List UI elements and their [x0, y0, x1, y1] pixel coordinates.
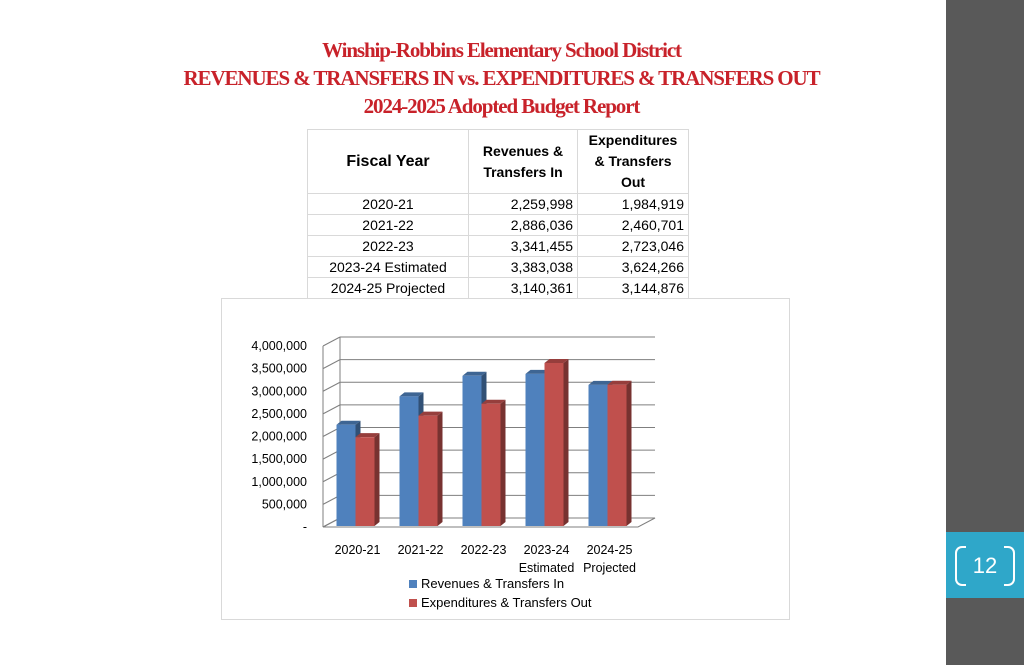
bar [337, 425, 356, 526]
bar [608, 385, 627, 526]
gridline-depth [323, 405, 340, 414]
y-tick-label: - [302, 520, 307, 534]
bar [482, 404, 501, 526]
cell-expenditures: 3,624,266 [578, 257, 689, 278]
gridline-depth [323, 337, 340, 346]
cell-expenditures: 3,144,876 [578, 278, 689, 299]
cell-expenditures: 2,460,701 [578, 215, 689, 236]
bar-side [627, 381, 632, 526]
bar-side [501, 400, 506, 526]
bar [589, 385, 608, 526]
bar-side [564, 359, 569, 526]
y-tick-label: 1,000,000 [251, 474, 307, 489]
gridline-depth [323, 360, 340, 369]
cell-revenues: 3,140,361 [469, 278, 578, 299]
x-tick-label: 2022-23 [460, 543, 507, 557]
bar [419, 416, 438, 526]
x-tick-label: 2023-24 [523, 543, 570, 557]
cell-year: 2021-22 [308, 215, 469, 236]
cell-expenditures: 1,984,919 [578, 194, 689, 215]
x-tick-label: 2021-22 [397, 543, 444, 557]
y-tick-label: 2,500,000 [251, 406, 307, 421]
bar [526, 374, 545, 526]
cell-year: 2020-21 [308, 194, 469, 215]
bar-side [375, 433, 380, 526]
y-tick-label: 2,000,000 [251, 429, 307, 444]
cell-year: 2022-23 [308, 236, 469, 257]
legend-label: Revenues & Transfers In [421, 576, 565, 591]
y-tick-label: 500,000 [261, 497, 307, 512]
cell-expenditures: 2,723,046 [578, 236, 689, 257]
report-subtitle: REVENUES & TRANSFERS IN vs. EXPENDITURES & TRANSFERS OUT [183, 66, 820, 90]
legend-swatch [409, 580, 417, 588]
legend-label: Expenditures & Transfers Out [421, 595, 592, 610]
x-tick-label: 2024-25 [586, 543, 633, 557]
cell-revenues: 2,259,998 [469, 194, 578, 215]
cell-revenues: 3,383,038 [469, 257, 578, 278]
report-year-title: 2024-2025 Adopted Budget Report [363, 94, 640, 118]
gridline-depth [323, 382, 340, 391]
cell-year: 2023-24 Estimated [308, 257, 469, 278]
header-expenditures-line1: Expenditures [588, 132, 678, 148]
cell-revenues: 2,886,036 [469, 215, 578, 236]
y-tick-label: 3,000,000 [251, 384, 307, 399]
y-tick-label: 1,500,000 [251, 452, 307, 467]
legend-swatch [409, 599, 417, 607]
y-tick-label: 4,000,000 [251, 339, 307, 353]
x-tick-label: Projected [583, 561, 636, 575]
bar [463, 376, 482, 526]
bar-side [438, 412, 443, 526]
district-title: Winship-Robbins Elementary School District [322, 38, 681, 62]
header-expenditures-line2: & Transfers Out [594, 153, 672, 190]
page-number-box [946, 532, 1024, 598]
header-fiscal-year: Fiscal Year [308, 130, 469, 194]
cell-revenues: 3,341,455 [469, 236, 578, 257]
bar [400, 396, 419, 526]
header-revenues-line1: Revenues & [482, 142, 564, 159]
x-tick-label: Estimated [518, 561, 575, 575]
y-tick-label: 3,500,000 [251, 361, 307, 376]
cell-year: 2024-25 Projected [308, 278, 469, 299]
bar [356, 437, 375, 526]
header-revenues-line2: Transfers In [483, 163, 563, 180]
x-tick-label: 2020-21 [334, 543, 381, 557]
bar [545, 363, 564, 526]
page-number: 12 [972, 553, 998, 578]
